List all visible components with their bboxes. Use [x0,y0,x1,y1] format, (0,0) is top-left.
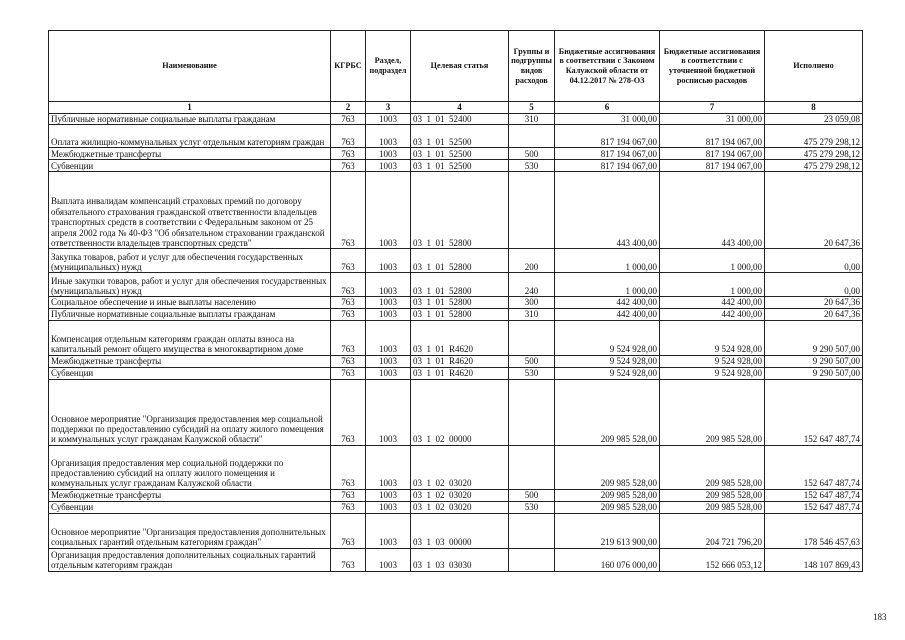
row-executed: 148 107 869,43 [765,548,863,571]
table-row [49,160,863,172]
page-number: 183 [873,612,887,622]
row-vr [509,379,555,445]
row-target: 03 1 01 52800 [411,249,509,273]
row-executed: 9 290 507,00 [765,355,863,367]
row-executed: 0,00 [765,273,863,297]
row-refined: 442 400,00 [660,297,765,308]
row-kgrbs: 763 [331,172,366,249]
row-target: 03 1 01 52500 [411,160,509,172]
row-name: Основное мероприятие "Организация предоставления мер социальной поддержки по предоставлению субсидий на оплату жилого помещения и коммунальных услуг гражданам Калужской области" [49,379,331,445]
row-law: 9 524 928,00 [555,355,660,367]
row-law: 817 194 067,00 [555,160,660,172]
row-section: 1003 [366,172,411,249]
row-name: Компенсация отдельным категориям граждан оплаты взноса на капитальный ремонт общего имущества в многоквартирном доме [49,320,331,355]
row-kgrbs: 763 [331,114,366,125]
row-vr [509,445,555,489]
column-number-row [49,102,863,114]
row-kgrbs: 763 [331,125,366,148]
column-number: 6 [555,102,660,114]
row-vr: 310 [509,114,555,125]
header-row [49,31,863,102]
row-law: 442 400,00 [555,308,660,320]
column-number: 4 [411,102,509,114]
row-law: 209 985 528,00 [555,445,660,489]
table-row [49,445,863,489]
table-row [49,273,863,297]
row-executed: 152 647 487,74 [765,379,863,445]
row-target: 03 1 01 R4620 [411,355,509,367]
row-law: 9 524 928,00 [555,367,660,379]
row-executed: 9 290 507,00 [765,320,863,355]
row-section: 1003 [366,249,411,273]
row-executed: 20 647,36 [765,172,863,249]
row-target: 03 1 02 03020 [411,445,509,489]
row-target: 03 1 01 R4620 [411,320,509,355]
row-name: Закупка товаров, работ и услуг для обеспечения государственных (муниципальных) нужд [49,249,331,273]
table-row [49,114,863,125]
row-name: Оплата жилищно-коммунальных услуг отдельным категориям граждан [49,125,331,148]
table-row [49,355,863,367]
row-kgrbs: 763 [331,379,366,445]
row-vr: 500 [509,355,555,367]
row-refined: 209 985 528,00 [660,489,765,501]
row-vr: 530 [509,160,555,172]
row-vr [509,172,555,249]
row-vr: 530 [509,367,555,379]
row-target: 03 1 01 52400 [411,114,509,125]
row-kgrbs: 763 [331,273,366,297]
row-refined: 31 000,00 [660,114,765,125]
row-law: 209 985 528,00 [555,489,660,501]
row-vr: 500 [509,148,555,160]
row-section: 1003 [366,548,411,571]
row-name: Основное мероприятие "Организация предоставления дополнительных социальных гарантий отдельным категориям граждан" [49,513,331,548]
row-vr [509,125,555,148]
row-name: Публичные нормативные социальные выплаты гражданам [49,308,331,320]
row-name: Иные закупки товаров, работ и услуг для обеспечения государственных (муниципальных) нужд [49,273,331,297]
row-vr [509,320,555,355]
table-row [49,489,863,501]
header-name: Наименование [49,31,331,102]
row-section: 1003 [366,379,411,445]
row-target: 03 1 01 52800 [411,308,509,320]
column-number: 8 [765,102,863,114]
row-target: 03 1 02 03020 [411,501,509,513]
row-section: 1003 [366,125,411,148]
table-row [49,501,863,513]
header-section: Раздел, подраздел [366,31,411,102]
row-executed: 152 647 487,74 [765,501,863,513]
row-law: 1 000,00 [555,273,660,297]
row-law: 160 076 000,00 [555,548,660,571]
row-kgrbs: 763 [331,249,366,273]
table-row [49,249,863,273]
row-executed: 475 279 298,12 [765,160,863,172]
row-refined: 817 194 067,00 [660,125,765,148]
row-law: 209 985 528,00 [555,501,660,513]
row-vr: 500 [509,489,555,501]
row-kgrbs: 763 [331,148,366,160]
table-row [49,125,863,148]
row-law: 209 985 528,00 [555,379,660,445]
row-refined: 209 985 528,00 [660,379,765,445]
row-target: 03 1 01 52800 [411,273,509,297]
row-refined: 209 985 528,00 [660,445,765,489]
row-kgrbs: 763 [331,501,366,513]
row-section: 1003 [366,320,411,355]
table-row [49,513,863,548]
row-name: Социальное обеспечение и иные выплаты населению [49,297,331,308]
row-section: 1003 [366,367,411,379]
table-row [49,148,863,160]
row-law: 817 194 067,00 [555,148,660,160]
row-target: 03 1 03 00000 [411,513,509,548]
row-section: 1003 [366,355,411,367]
row-refined: 9 524 928,00 [660,355,765,367]
table-row [49,320,863,355]
row-section: 1003 [366,114,411,125]
row-kgrbs: 763 [331,513,366,548]
row-name: Субвенции [49,367,331,379]
row-section: 1003 [366,501,411,513]
row-vr: 310 [509,308,555,320]
row-name: Публичные нормативные социальные выплаты гражданам [49,114,331,125]
row-refined: 817 194 067,00 [660,160,765,172]
column-number: 5 [509,102,555,114]
row-law: 219 613 900,00 [555,513,660,548]
table-row [49,548,863,571]
row-target: 03 1 02 00000 [411,379,509,445]
row-law: 9 524 928,00 [555,320,660,355]
row-executed: 178 546 457,63 [765,513,863,548]
row-vr [509,548,555,571]
row-kgrbs: 763 [331,445,366,489]
row-refined: 1 000,00 [660,249,765,273]
row-law: 443 400,00 [555,172,660,249]
row-executed: 9 290 507,00 [765,367,863,379]
row-section: 1003 [366,489,411,501]
row-law: 817 194 067,00 [555,125,660,148]
row-target: 03 1 01 52500 [411,148,509,160]
row-vr: 530 [509,501,555,513]
row-kgrbs: 763 [331,320,366,355]
row-name: Межбюджетные трансферты [49,148,331,160]
row-section: 1003 [366,273,411,297]
column-number: 2 [331,102,366,114]
row-name: Субвенции [49,501,331,513]
column-number: 3 [366,102,411,114]
header-groups: Группы и подгруппы видов расходов [509,31,555,102]
row-name: Организация предоставления мер социальной поддержки по предоставлению субсидий на оплату жилого помещения и коммунальных услуг гражданам Калужской области [49,445,331,489]
header-law: Бюджетные ассигнования в соответствии с Законом Калужской области от 04.12.2017 № 278-ОЗ [555,31,660,102]
table-row [49,379,863,445]
row-section: 1003 [366,297,411,308]
row-kgrbs: 763 [331,355,366,367]
row-executed: 475 279 298,12 [765,148,863,160]
row-target: 03 1 03 03030 [411,548,509,571]
row-section: 1003 [366,308,411,320]
column-number: 7 [660,102,765,114]
row-refined: 442 400,00 [660,308,765,320]
row-vr [509,513,555,548]
table-row [49,367,863,379]
row-kgrbs: 763 [331,308,366,320]
row-executed: 23 059,08 [765,114,863,125]
row-target: 03 1 02 03020 [411,489,509,501]
row-vr: 300 [509,297,555,308]
row-law: 442 400,00 [555,297,660,308]
row-vr: 200 [509,249,555,273]
row-name: Межбюджетные трансферты [49,355,331,367]
row-name: Выплата инвалидам компенсаций страховых премий по договору обязательного страхования гражданской ответственности владельцев транспортных средств в соответствии с Федеральным законом от 25 апреля 2002 года № 40-ФЗ "Об обязательном страховании гражданской ответственности владельцев транспортных средств" [49,172,331,249]
row-section: 1003 [366,445,411,489]
row-vr: 240 [509,273,555,297]
header-executed: Исполнено [765,31,863,102]
table-row [49,297,863,308]
row-target: 03 1 01 52800 [411,297,509,308]
row-law: 1 000,00 [555,249,660,273]
row-section: 1003 [366,513,411,548]
row-refined: 204 721 796,20 [660,513,765,548]
row-target: 03 1 01 R4620 [411,367,509,379]
row-executed: 20 647,36 [765,297,863,308]
header-target: Целевая статья [411,31,509,102]
row-section: 1003 [366,160,411,172]
row-refined: 9 524 928,00 [660,367,765,379]
row-executed: 0,00 [765,249,863,273]
row-refined: 9 524 928,00 [660,320,765,355]
row-name: Субвенции [49,160,331,172]
row-name: Межбюджетные трансферты [49,489,331,501]
row-refined: 209 985 528,00 [660,501,765,513]
row-kgrbs: 763 [331,489,366,501]
row-refined: 443 400,00 [660,172,765,249]
row-refined: 817 194 067,00 [660,148,765,160]
row-kgrbs: 763 [331,160,366,172]
row-refined: 152 666 053,12 [660,548,765,571]
row-law: 31 000,00 [555,114,660,125]
table-row [49,308,863,320]
row-kgrbs: 763 [331,548,366,571]
row-name: Организация предоставления дополнительных социальных гарантий отдельным категориям граждан [49,548,331,571]
row-target: 03 1 01 52800 [411,172,509,249]
row-kgrbs: 763 [331,297,366,308]
header-kgrbs: КГРБС [331,31,366,102]
header-refined: Бюджетные ассигнования в соответствии с уточненной бюджетной росписью расходов [660,31,765,102]
row-refined: 1 000,00 [660,273,765,297]
row-executed: 475 279 298,12 [765,125,863,148]
row-executed: 20 647,36 [765,308,863,320]
column-number: 1 [49,102,331,114]
row-kgrbs: 763 [331,367,366,379]
row-executed: 152 647 487,74 [765,445,863,489]
table-row [49,172,863,249]
budget-table [48,30,863,572]
row-executed: 152 647 487,74 [765,489,863,501]
row-section: 1003 [366,148,411,160]
row-target: 03 1 01 52500 [411,125,509,148]
